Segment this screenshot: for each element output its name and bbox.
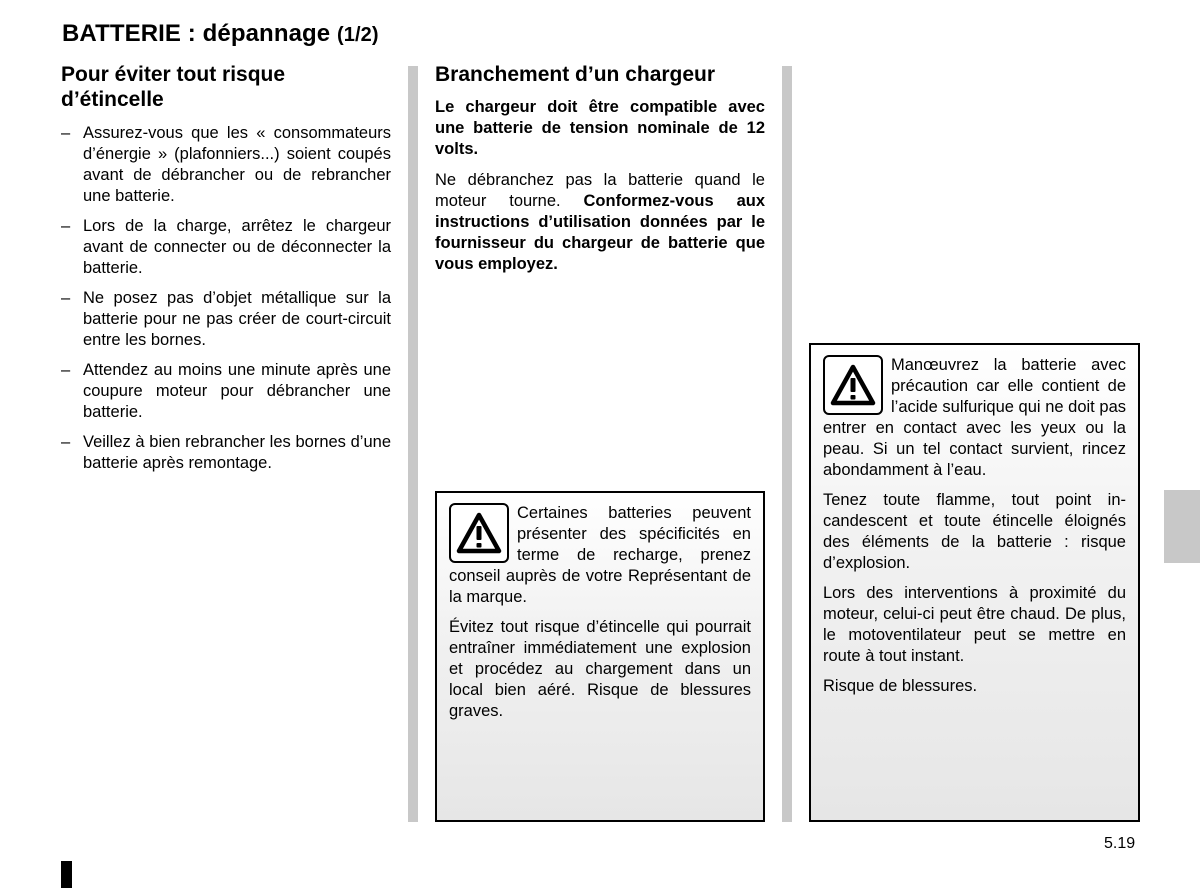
paragraph: Tenez toute flamme, tout point incandescent et toute étincelle éloignés des éléments de la batterie : risque d’explosion. <box>823 491 1126 572</box>
section-heading: Branchement d’un chargeur <box>435 63 716 86</box>
paragraph: Risque de blessures. <box>823 677 978 695</box>
bullet-list <box>61 123 391 474</box>
section-heading: Pour éviter tout risque d’étincelle <box>61 63 286 111</box>
column-divider-bar <box>408 66 418 822</box>
paragraph: Le chargeur doit être compatible avec une batterie de tension nominale de 12 volts. <box>435 98 765 158</box>
list-item: – Assurez-vous que les « consommateurs d’énergie » (plafonniers...) soient coupés avant de débrancher ou de rebrancher une batterie. <box>61 124 391 205</box>
paragraph: Ne débranchez pas la batterie quand le moteur tourne. Conformez-vous aux instructions d’utilisation données par le fournisseur du chargeur de batterie que vous employez. <box>435 171 766 273</box>
column-divider-bar <box>782 66 792 822</box>
list-item: – Ne posez pas d’objet métallique sur la batterie pour ne pas créer de court-circuit entre les bornes. <box>61 289 391 349</box>
list-item: – Lors de la charge, arrêtez le chargeur avant de connecter ou de déconnecter la batterie. <box>61 217 391 277</box>
warning-box <box>435 491 765 822</box>
paragraph: Évitez tout risque d’étincelle qui pourrait entraîner immédiatement une explosion et procédez au chargement dans un local bien aéré. Risque de blessures graves. <box>449 618 751 720</box>
corner-mark <box>61 861 72 888</box>
list-item: – Veillez à bien rebrancher les bornes d’une batterie après remontage. <box>61 433 391 472</box>
paragraph: Manœuvrez la batterie avec précaution car elle contient de l’acide sulfurique qui ne doit pas entrer en contact avec les yeux ou la peau. Si un tel contact survient, rincez abondamment à l’eau. <box>823 356 1126 479</box>
page-number: 5.19 <box>1104 835 1136 852</box>
page-title-part: (1/2) <box>337 24 379 46</box>
warning-box <box>809 343 1140 822</box>
section-charger-connection <box>435 62 765 285</box>
page-title <box>62 20 379 48</box>
paragraph: Certaines batteries peuvent présenter des spécificités en terme de recharge, prenez conseil auprès de votre Représentant de la marque. <box>449 504 751 606</box>
warning-triangle-icon <box>449 503 509 563</box>
warning-triangle-icon <box>823 355 883 415</box>
page-title-text: BATTERIE : dépannage <box>62 20 331 47</box>
chapter-tab <box>1164 490 1200 563</box>
paragraph: Lors des interventions à proximité du moteur, celui-ci peut être chaud. De plus, le motoventilateur peut se mettre en route à tout instant. <box>823 584 1126 665</box>
section-spark-prevention <box>61 62 391 483</box>
list-item: – Attendez au moins une minute après une coupure moteur pour débrancher une batterie. <box>61 361 391 421</box>
